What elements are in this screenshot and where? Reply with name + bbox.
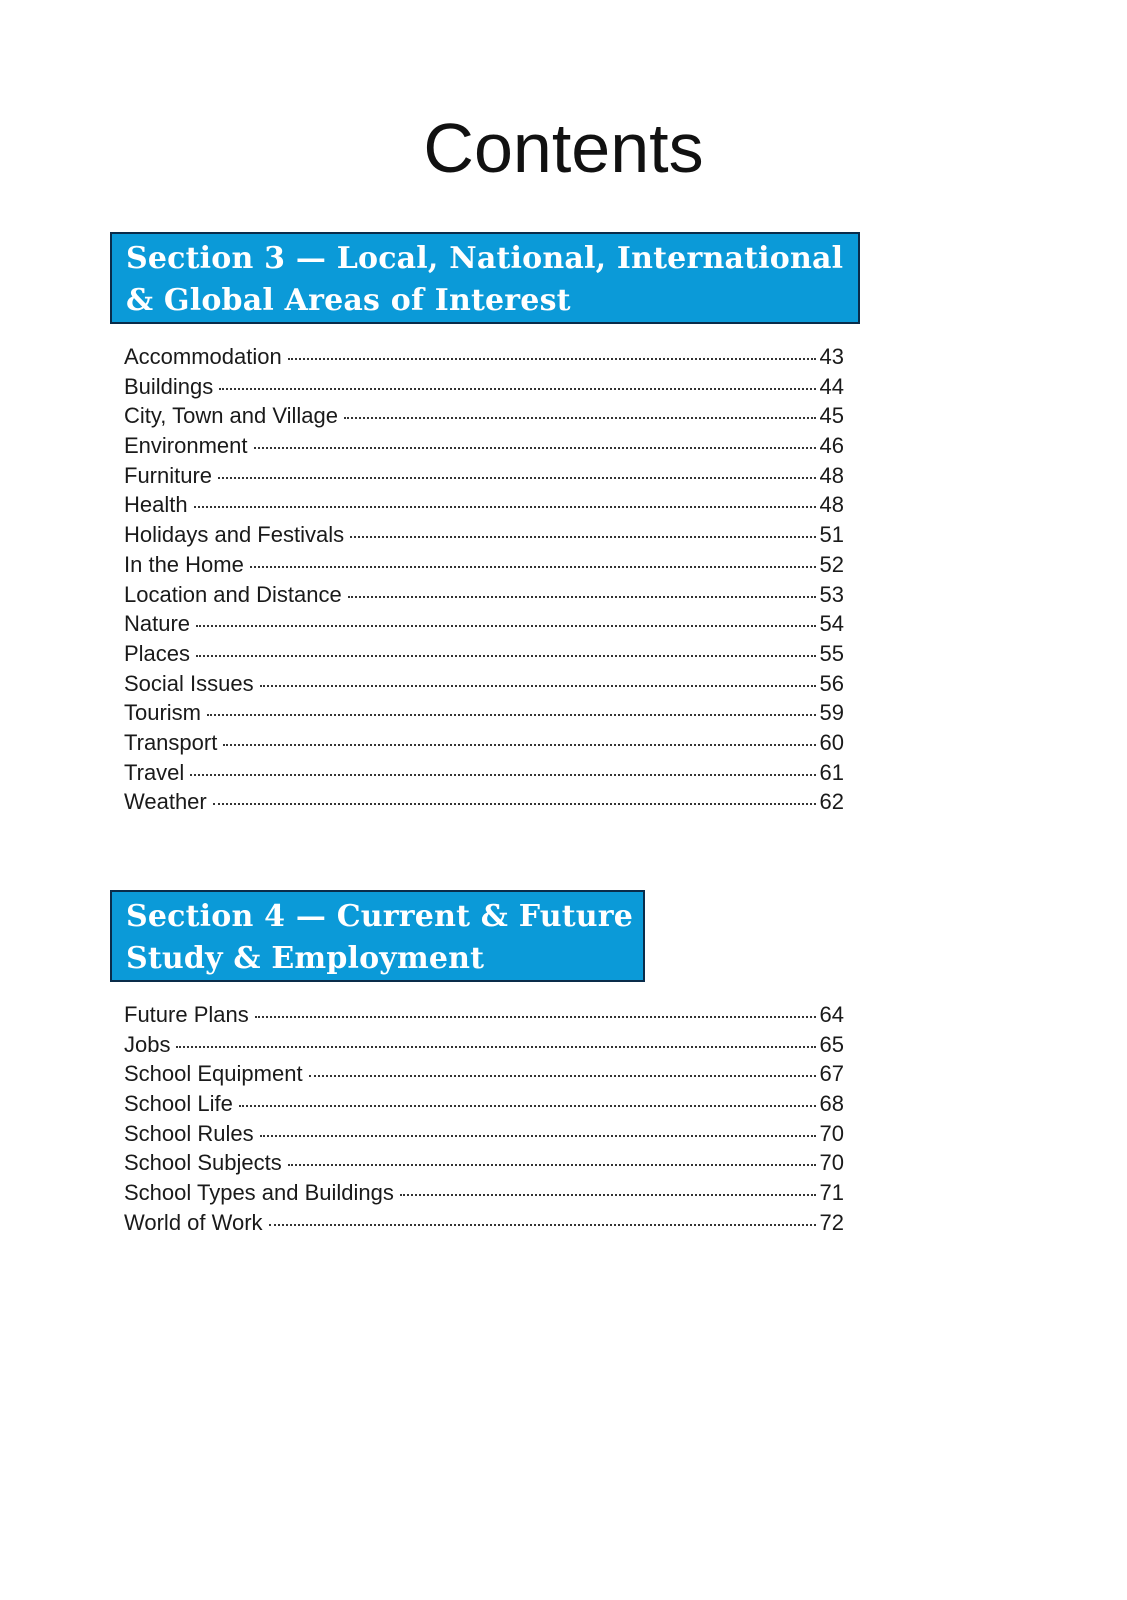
- section-3-header: [110, 232, 860, 324]
- toc-entry[interactable]: [124, 1002, 844, 1032]
- toc-entry-label: Furniture: [124, 462, 213, 488]
- toc-entry-page: 48: [819, 492, 844, 518]
- dot-leader: [260, 685, 816, 687]
- toc-entry-label: Location and Distance: [124, 581, 342, 607]
- toc-entry-label: City, Town and Village: [124, 403, 339, 429]
- toc-entry[interactable]: [124, 1180, 844, 1210]
- dot-leader: [239, 1105, 816, 1107]
- toc-entry[interactable]: [124, 700, 844, 730]
- toc-entry[interactable]: [124, 611, 844, 641]
- toc-entry-page: 48: [819, 462, 844, 488]
- toc-entry[interactable]: [124, 403, 844, 433]
- toc-entry-label: Tourism: [124, 700, 202, 726]
- toc-entry-page: 52: [819, 551, 844, 577]
- dot-leader: [255, 1016, 816, 1018]
- dot-leader: [400, 1194, 816, 1196]
- toc-entry-label: Accommodation: [124, 344, 282, 369]
- section-4-toc-list: [124, 1002, 844, 1240]
- toc-entry[interactable]: [124, 789, 844, 819]
- dot-leader: [196, 625, 815, 627]
- toc-entry-page: 67: [819, 1061, 844, 1087]
- toc-entry[interactable]: [124, 1061, 844, 1091]
- toc-entry[interactable]: [124, 1150, 844, 1180]
- section-4-header: [110, 890, 645, 982]
- section-3-header-line-2: & Global Areas of Interest: [126, 283, 571, 318]
- toc-entry-page: 61: [819, 759, 844, 785]
- toc-entry-label: School Types and Buildings: [124, 1180, 394, 1206]
- dot-leader: [350, 536, 815, 538]
- toc-entry-page: 70: [819, 1120, 844, 1146]
- dot-leader: [196, 655, 815, 657]
- dot-leader: [223, 744, 815, 746]
- dot-leader: [288, 1164, 816, 1166]
- dot-leader: [260, 1135, 816, 1137]
- toc-entry-page: 46: [819, 433, 844, 459]
- toc-entry[interactable]: [124, 433, 844, 463]
- dot-leader: [218, 477, 815, 479]
- toc-entry-page: 56: [819, 670, 844, 696]
- toc-entry-page: 71: [819, 1180, 844, 1206]
- toc-entry[interactable]: [124, 730, 844, 760]
- toc-entry[interactable]: [124, 641, 844, 671]
- toc-entry[interactable]: [124, 1210, 844, 1240]
- toc-entry-label: Buildings: [124, 373, 214, 399]
- toc-entry-label: Future Plans: [124, 1002, 249, 1027]
- dot-leader: [219, 388, 815, 390]
- toc-entry-page: 53: [819, 581, 844, 607]
- toc-entry-label: Jobs: [124, 1031, 171, 1057]
- toc-entry[interactable]: [124, 522, 844, 552]
- toc-entry[interactable]: [124, 1032, 844, 1062]
- section-4-header-line-1: Section 4 — Current & Future: [126, 899, 634, 934]
- toc-entry-label: World of Work: [124, 1209, 263, 1235]
- toc-entry-page: 54: [819, 611, 844, 637]
- section-3-header-line-1: Section 3 — Local, National, International: [126, 241, 844, 276]
- toc-entry-label: Holidays and Festivals: [124, 522, 345, 548]
- toc-entry-label: School Life: [124, 1091, 233, 1117]
- toc-entry-page: 68: [819, 1091, 844, 1117]
- dot-leader: [269, 1224, 816, 1226]
- dot-leader: [254, 447, 816, 449]
- toc-entry-page: 65: [819, 1031, 844, 1057]
- toc-entry-page: 59: [819, 700, 844, 726]
- dot-leader: [309, 1075, 816, 1077]
- toc-entry-page: 62: [819, 789, 844, 815]
- dot-leader: [288, 358, 816, 360]
- section-4-header-line-2: Study & Employment: [126, 941, 485, 976]
- toc-entry[interactable]: [124, 463, 844, 493]
- toc-entry-label: School Equipment: [124, 1061, 303, 1087]
- dot-leader: [190, 774, 815, 776]
- toc-entry[interactable]: [124, 552, 844, 582]
- toc-entry-label: Health: [124, 492, 188, 518]
- toc-entry[interactable]: [124, 671, 844, 701]
- dot-leader: [213, 803, 816, 805]
- toc-entry[interactable]: [124, 344, 844, 374]
- dot-leader: [344, 417, 815, 419]
- toc-entry-page: 43: [819, 344, 844, 369]
- dot-leader: [250, 566, 816, 568]
- toc-entry-page: 64: [819, 1002, 844, 1027]
- toc-entry-label: School Rules: [124, 1120, 254, 1146]
- toc-entry[interactable]: [124, 760, 844, 790]
- toc-entry[interactable]: [124, 492, 844, 522]
- toc-entry-page: 45: [819, 403, 844, 429]
- dot-leader: [348, 596, 816, 598]
- toc-entry-page: 51: [819, 522, 844, 548]
- toc-entry[interactable]: [124, 1121, 844, 1151]
- page-title: Contents: [423, 109, 704, 187]
- toc-entry[interactable]: [124, 374, 844, 404]
- toc-entry-label: In the Home: [124, 551, 244, 577]
- toc-entry-label: Places: [124, 640, 191, 666]
- toc-entry-page: 70: [819, 1150, 844, 1176]
- toc-entry-label: Weather: [124, 789, 207, 815]
- toc-entry-page: 60: [819, 729, 844, 755]
- dot-leader: [194, 506, 816, 508]
- dot-leader: [176, 1046, 815, 1048]
- toc-entry-page: 44: [819, 373, 844, 399]
- section-3-toc-list: [124, 344, 844, 819]
- toc-entry-page: 55: [819, 640, 844, 666]
- toc-entry-label: Travel: [124, 759, 185, 785]
- toc-entry-label: Nature: [124, 611, 191, 637]
- dot-leader: [207, 714, 816, 716]
- toc-entry-label: Social Issues: [124, 670, 254, 696]
- toc-entry-label: Transport: [124, 729, 218, 755]
- toc-entry-label: Environment: [124, 433, 248, 459]
- toc-entry-label: School Subjects: [124, 1150, 282, 1176]
- toc-entry[interactable]: [124, 1091, 844, 1121]
- toc-entry[interactable]: [124, 582, 844, 612]
- toc-entry-page: 72: [819, 1209, 844, 1235]
